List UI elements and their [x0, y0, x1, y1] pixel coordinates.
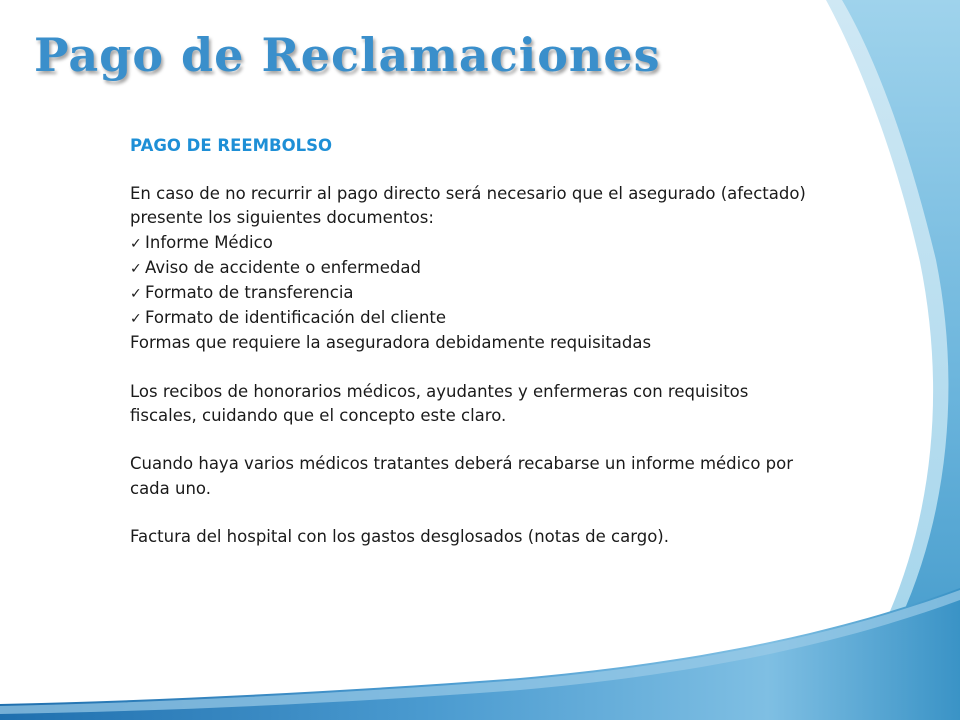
checklist-item	[130, 256, 810, 281]
checklist-item-label: Formato de identificación del cliente	[145, 308, 447, 328]
receipts-paragraph: Los recibos de honorarios médicos, ayudantes y enfermeras con requisitos fiscales, cuidando que el concepto este claro.	[130, 381, 749, 426]
checklist-item-label: Informe Médico	[145, 232, 273, 252]
check-icon: ✓	[130, 286, 142, 303]
check-icon: ✓	[130, 260, 142, 277]
content-body	[130, 134, 810, 549]
intro-paragraph: En caso de no recurrir al pago directo será necesario que el asegurado (afectado) presente los siguientes documentos:	[130, 184, 806, 228]
invoice-paragraph: Factura del hospital con los gastos desglosados (notas de cargo).	[130, 527, 669, 546]
checklist-item	[130, 231, 810, 256]
check-icon: ✓	[130, 235, 142, 252]
forms-line: Formas que requiere la aseguradora debidamente requisitadas	[130, 333, 652, 353]
check-icon: ✓	[130, 311, 142, 328]
doctors-paragraph: Cuando haya varios médicos tratantes deberá recabarse un informe médico por cada uno.	[130, 454, 794, 498]
checklist-item-label: Aviso de accidente o enfermedad	[145, 257, 421, 277]
swoosh-bottom-band	[0, 588, 960, 720]
checklist-item	[130, 281, 810, 306]
document-checklist	[130, 231, 810, 332]
checklist-item	[130, 306, 810, 331]
slide-title: Pago de Reclamaciones	[34, 28, 661, 82]
checklist-item-label: Formato de transferencia	[145, 283, 354, 303]
section-heading: PAGO DE REEMBOLSO	[130, 136, 333, 155]
